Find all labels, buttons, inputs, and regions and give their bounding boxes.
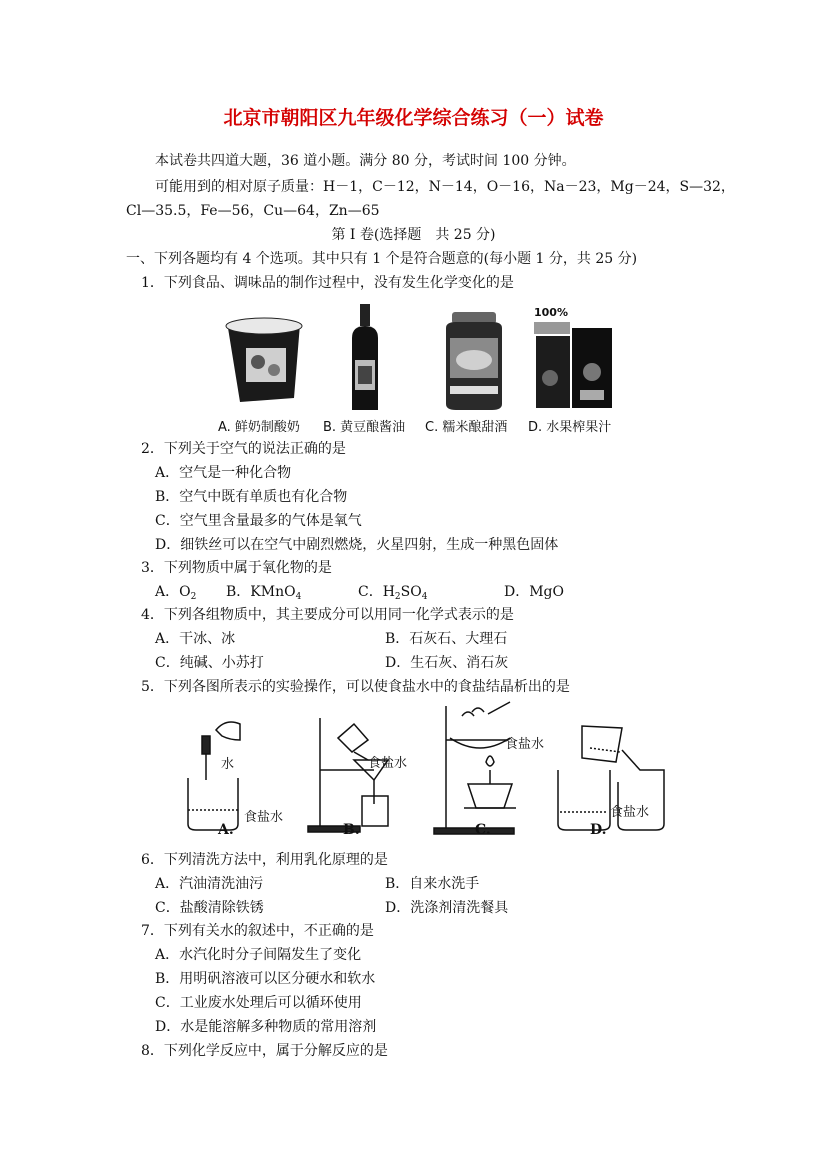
q7-option-a: A．水汽化时分子间隔发生了变化 xyxy=(155,947,362,963)
q2-option-a: A．空气是一种化合物 xyxy=(155,465,292,481)
section-title: 第 I 卷(选择题 共 25 分) xyxy=(331,227,496,243)
page-title: 北京市朝阳区九年级化学综合练习（一）试卷 xyxy=(223,107,604,129)
q2-option-c: C．空气里含量最多的气体是氧气 xyxy=(155,513,362,529)
q3-option-a: A．$O_2$ xyxy=(155,584,197,602)
yogurt-image xyxy=(226,318,302,402)
q5-letter-b: B. xyxy=(343,822,360,838)
q5-label-water: 水 xyxy=(221,757,235,772)
q1-caption-b: B. 黄豆酿酱油 xyxy=(323,420,406,435)
juice-label: 100% xyxy=(534,306,568,319)
q5-letter-d: D. xyxy=(590,822,607,838)
intro-line-2: 可能用到的相对原子质量：H－1，C－12，N－14，O－16，Na－23，Mg－24，S—32， xyxy=(155,179,735,195)
q3-option-c: C．$H_2SO_4$ xyxy=(358,584,428,602)
q6-option-b: B．自来水洗手 xyxy=(385,876,480,892)
q5-label-salt-water-b: 食盐水 xyxy=(368,756,408,771)
q7-option-d: D．水是能溶解多种物质的常用溶剂 xyxy=(155,1019,377,1035)
q4-option-a: A．干冰、冰 xyxy=(155,631,236,647)
q7-option-b: B．用明矾溶液可以区分硬水和软水 xyxy=(155,971,376,987)
q6-option-c: C．盐酸清除铁锈 xyxy=(155,900,264,916)
dropper-beaker-figure xyxy=(188,722,240,830)
rice-wine-jar-image xyxy=(446,312,502,410)
q5-label-salt-water-d: 食盐水 xyxy=(610,805,650,820)
q5-label-salt-water-c: 食盐水 xyxy=(505,737,545,752)
q8-stem: 8．下列化学反应中，属于分解反应的是 xyxy=(141,1043,388,1059)
q6-option-a: A．汽油清洗油污 xyxy=(155,876,264,892)
q1-caption-d: D. 水果榨果汁 xyxy=(528,420,612,435)
soy-sauce-bottle-image xyxy=(352,304,378,410)
q5-letter-c: C. xyxy=(475,822,491,838)
q1-stem: 1．下列食品、调味品的制作过程中，没有发生化学变化的是 xyxy=(141,275,514,291)
intro-line-3: Cl—35.5，Fe—56，Cu—64，Zn—65 xyxy=(126,203,380,219)
q5-stem: 5．下列各图所表示的实验操作，可以使食盐水中的食盐结晶析出的是 xyxy=(141,679,570,695)
q4-option-c: C．纯碱、小苏打 xyxy=(155,655,264,671)
q3-stem: 3．下列物质中属于氧化物的是 xyxy=(141,560,332,576)
q2-option-b: B．空气中既有单质也有化合物 xyxy=(155,489,348,505)
intro-line-1: 本试卷共四道大题，36 道小题。满分 80 分，考试时间 100 分钟。 xyxy=(155,153,576,169)
q7-stem: 7．下列有关水的叙述中，不正确的是 xyxy=(141,923,374,939)
filtration-stand-figure xyxy=(308,718,388,832)
q5-letter-a: A. xyxy=(218,822,234,838)
q6-stem: 6．下列清洗方法中，利用乳化原理的是 xyxy=(141,852,388,868)
q3-option-d: D．MgO xyxy=(504,584,564,600)
q4-option-b: B．石灰石、大理石 xyxy=(385,631,508,647)
q3-option-b: B．KMnO$_4$ xyxy=(226,584,302,602)
q2-option-d: D．细铁丝可以在空气中剧烈燃烧，火星四射，生成一种黑色固体 xyxy=(155,537,559,553)
evaporation-burner-figure xyxy=(434,702,516,834)
q1-caption-a: A. 鲜奶制酸奶 xyxy=(218,420,300,435)
q4-option-d: D．生石灰、消石灰 xyxy=(385,655,509,671)
q6-option-d: D．洗涤剂清洗餐具 xyxy=(385,900,509,916)
q4-stem: 4．下列各组物质中，其主要成分可以用同一化学式表示的是 xyxy=(141,607,514,623)
q2-stem: 2．下列关于空气的说法正确的是 xyxy=(141,441,346,457)
q1-caption-c: C. 糯米酿甜酒 xyxy=(425,420,508,435)
q7-option-c: C．工业废水处理后可以循环使用 xyxy=(155,995,362,1011)
q5-label-salt-water-a: 食盐水 xyxy=(244,810,284,825)
part-one-heading: 一、下列各题均有 4 个选项。其中只有 1 个是符合题意的(每小题 1 分，共 25 分) xyxy=(126,251,638,267)
juice-boxes-image xyxy=(534,306,612,408)
